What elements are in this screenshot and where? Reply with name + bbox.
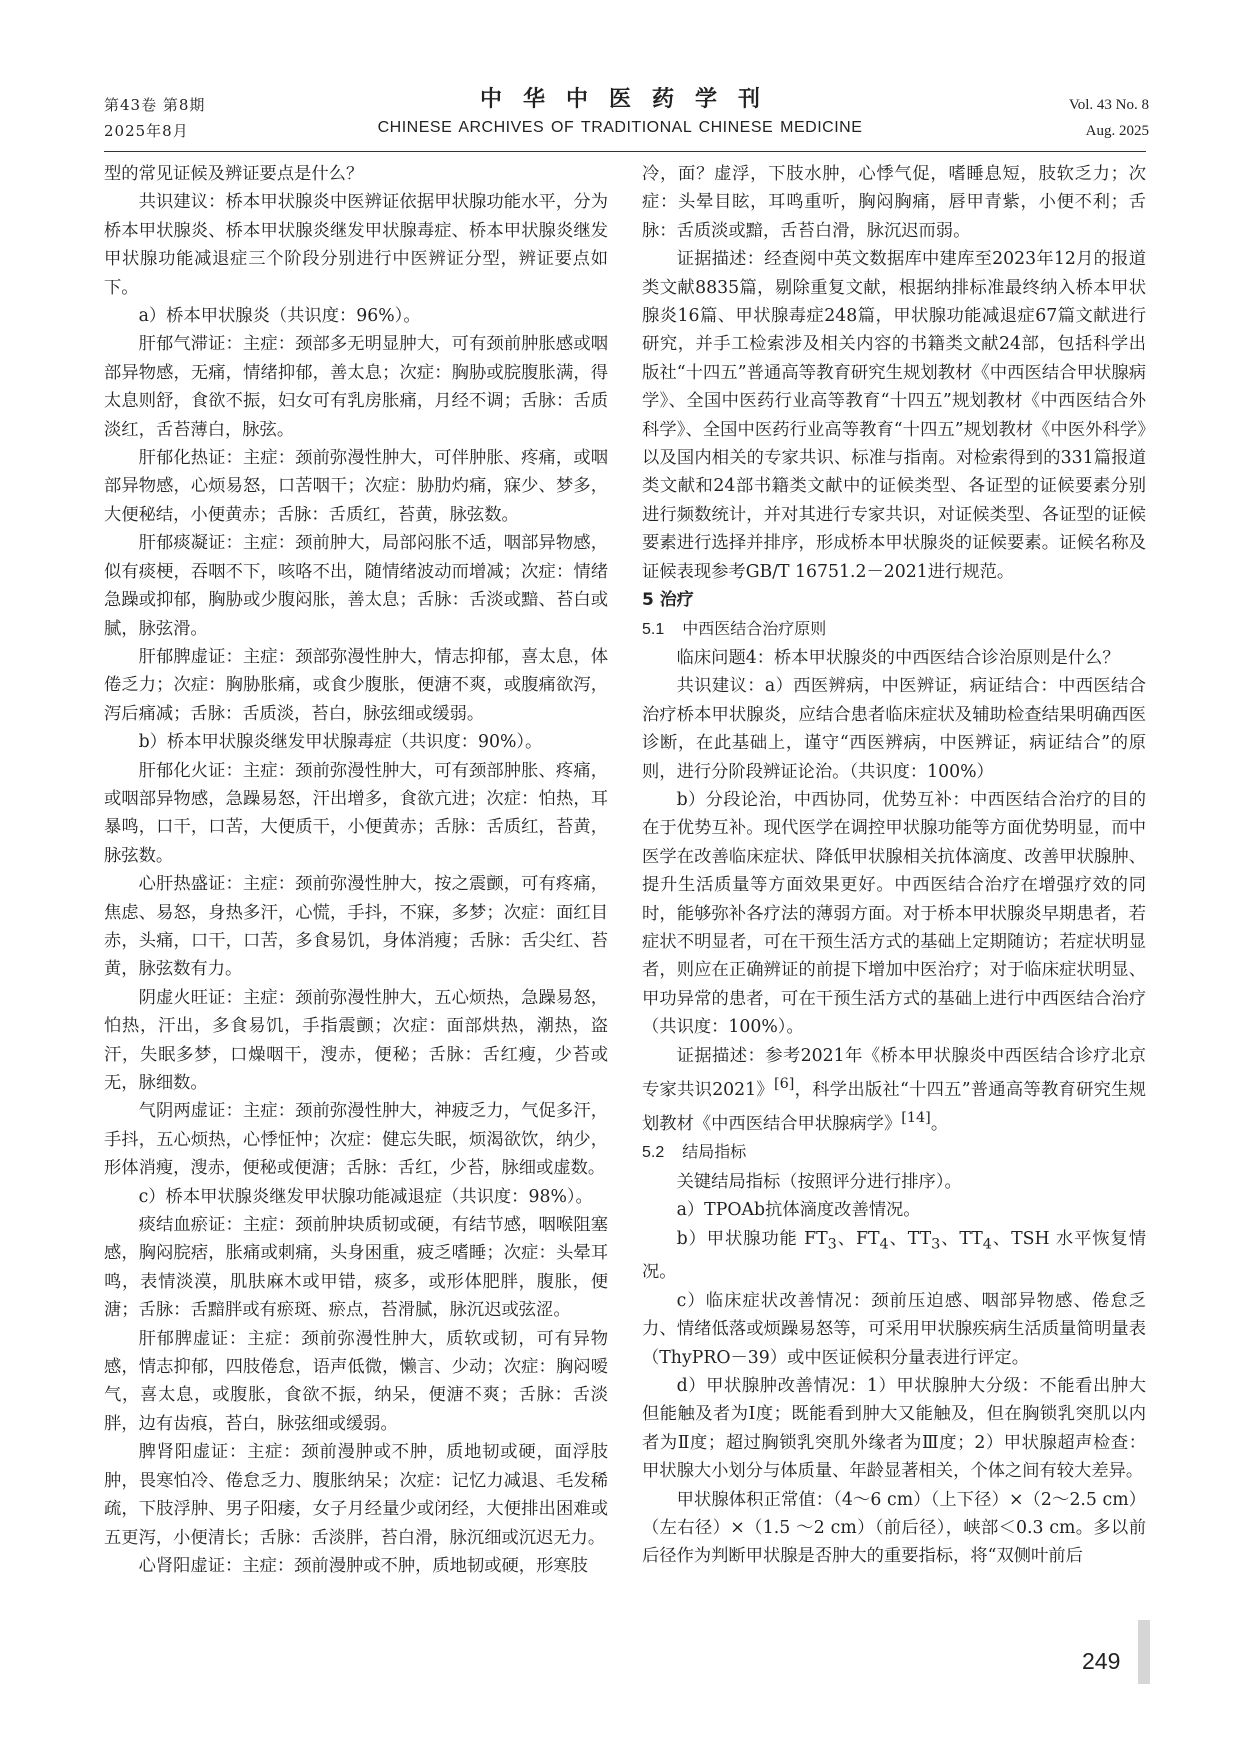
header-left	[104, 92, 205, 144]
paragraph: 心肝热盛证：主症：颈前弥漫性肿大，按之震颤，可有疼痛，焦虑、易怒，身热多汗，心慌，手抖，不寐，多梦；次症：面红目赤，头痛，口干，口苦，多食易饥，身体消瘦；舌脉：舌尖红、苔黄，脉弦数有力。	[104, 874, 608, 980]
subsection-number: 5.1	[642, 620, 665, 638]
paragraph: b）桥本甲状腺炎继发甲状腺毒症（共识度：90%）。	[138, 732, 543, 753]
text-run: 、TT	[940, 1228, 983, 1249]
left-column	[104, 160, 608, 1580]
page-corner-bar	[1138, 1620, 1150, 1684]
paragraph: c）桥本甲状腺炎继发甲状腺功能减退症（共识度：98%）。	[138, 1186, 593, 1207]
subscript: 3	[931, 1236, 941, 1253]
header-rule	[104, 151, 1146, 152]
volume-issue-cn: 第43卷 第8期	[104, 96, 206, 114]
volume-issue-en: Vol. 43 No. 8	[1068, 97, 1149, 113]
paragraph: b）分段论治，中西协同，优势互补：中西医结合治疗的目的在于优势互补。现代医学在调控甲状腺功能等方面优势明显，而中医学在改善临床症状、降低甲状腺相关抗体滴度、改善甲状腺肿、提升生活质量等方面效果更好。中西医结合治疗在增强疗效的同时，能够弥补各疗法的薄弱方面。对于桥本甲状腺炎早期患者，若症状不明显者，可在干预生活方式的基础上定期随访；若症状明显者，则应在正确辨证的前提下增加中医治疗；对于临床症状明显、甲功异常的患者，可在干预生活方式的基础上进行中西医结合治疗（共识度：100%）。	[642, 789, 1146, 1038]
paragraph: 冷，面？虚浮，下肢水肿，心悸气促，嗜睡息短，肢软乏力；次症：头晕目眩，耳鸣重听，胸闷胸痛，唇甲青紫，小便不利；舌脉：舌质淡或黯，舌苔白滑，脉沉迟而弱。	[642, 164, 1146, 241]
right-column	[642, 160, 1146, 1571]
paragraph: 临床问题4：桥本甲状腺炎的中西医结合诊治原则是什么？	[676, 647, 1120, 668]
paragraph: 阴虚火旺证：主症：颈前弥漫性肿大，五心烦热，急躁易怒，怕热，汗出，多食易饥，手指震颤；次症：面部烘热，潮热，盗汗，失眠多梦，口燥咽干，溲赤，便秘；舌脉：舌红瘦，少苔或无，脉细数。	[104, 987, 608, 1093]
paragraph: 型的常见证候及辨证要点是什么？	[104, 164, 364, 184]
subsection-heading	[642, 1138, 1146, 1167]
paragraph: a）桥本甲状腺炎（共识度：96%）。	[138, 306, 421, 327]
text-run: 。	[930, 1113, 949, 1134]
text-run: ，科学出版社“十四五”普通高等教育研究生规划教材《中西医结合甲状腺病学》	[642, 1079, 1146, 1134]
paragraph	[642, 1225, 1146, 1287]
paragraph: 脾肾阳虚证：主症：颈前漫肿或不肿，质地韧或硬，面浮肢肿，畏寒怕冷、倦怠乏力、腹胀纳呆；次症：记忆力减退、毛发稀疏，下肢浮肿、男子阳痿，女子月经量少或闭经，大便排出困难或五更泻，小便清长；舌脉：舌淡胖，苔白滑，脉沉细或沉迟无力。	[104, 1442, 608, 1548]
paragraph	[642, 1042, 1146, 1139]
text-run: 、TSH 水平恢复情况。	[642, 1228, 1146, 1283]
text-run: b）甲状腺功能 FT	[676, 1228, 828, 1249]
paragraph: 心肾阳虚证：主症：颈前漫肿或不肿，质地韧或硬，形寒肢	[138, 1555, 588, 1576]
journal-title-cn: 中华中医药学刊	[479, 86, 781, 112]
subsection-heading	[642, 615, 1146, 644]
paragraph: 肝郁痰凝证：主症：颈前肿大，局部闷胀不适，咽部异物感，似有痰梗，吞咽不下，咳咯不出，随情绪波动而增减；次症：情绪急躁或抑郁，胸胁或少腹闷胀，善太息；舌脉：舌淡或黯、苔白或腻，脉弦滑。	[104, 533, 608, 639]
subscript: 4	[879, 1236, 889, 1253]
paragraph: 共识建议：桥本甲状腺炎中医辨证依据甲状腺功能水平，分为桥本甲状腺炎、桥本甲状腺炎继发甲状腺毒症、桥本甲状腺炎继发甲状腺功能减退症三个阶段分别进行中医辨证分型，辨证要点如下。	[104, 192, 608, 298]
paragraph: 肝郁化火证：主症：颈前弥漫性肿大，可有颈部肿胀、疼痛，或咽部异物感，急躁易怒，汗出增多，食欲亢进；次症：怕热，耳暴鸣，口干，口苦，大便质干，小便黄赤；舌脉：舌质红，苔黄，脉弦数。	[104, 760, 608, 866]
text-run: 、FT	[836, 1228, 880, 1249]
paragraph: c）临床症状改善情况：颈前压迫感、咽部异物感、倦怠乏力、情绪低落或烦躁易怒等，可采用甲状腺疾病生活质量简明量表（ThyPRO－39）或中医证候积分量表进行评定。	[642, 1290, 1146, 1368]
paragraph: 关键结局指标（按照评分进行排序）。	[676, 1171, 962, 1192]
citation: [14]	[901, 1110, 931, 1127]
citation: [6]	[773, 1076, 795, 1092]
paragraph: 痰结血瘀证：主症：颈前肿块质韧或硬，有结节感，咽喉阻塞感，胸闷脘痞，胀痛或刺痛，头身困重，疲乏嗜睡；次症：头晕耳鸣，表情淡漠，肌肤麻木或甲错，痰多，或形体肥胖，腹胀，便溏；舌脉：舌黯胖或有瘀斑、瘀点，苔滑腻，脉沉迟或弦涩。	[104, 1215, 608, 1321]
journal-title	[300, 84, 940, 142]
paragraph: d）甲状腺肿改善情况：1）甲状腺肿大分级：不能看出肿大但能触及者为Ⅰ度；既能看到肿大又能触及，但在胸锁乳突肌以内者为Ⅱ度；超过胸锁乳突肌外缘者为Ⅲ度；2）甲状腺超声检查：甲状腺大小划分与体质量、年龄显著相关，个体之间有较大差异。	[642, 1376, 1146, 1482]
paragraph: a）TPOAb抗体滴度改善情况。	[676, 1200, 921, 1221]
subscript: 3	[827, 1236, 837, 1253]
paragraph: 肝郁脾虚证：主症：颈部弥漫性肿大，情志抑郁，喜太息，体倦乏力；次症：胸胁胀痛，或食少腹胀，便溏不爽，或腹痛欲泻，泻后痛减；舌脉：舌质淡，苔白，脉弦细或缓弱。	[104, 646, 608, 724]
subsection-title: 结局指标	[682, 1142, 747, 1162]
text-run: 、TT	[888, 1228, 932, 1249]
paragraph: 共识建议：a）西医辨病，中医辨证，病证结合：中西医结合治疗桥本甲状腺炎，应结合患者临床症状及辅助检查结果明确西医诊断，在此基础上，谨守“西医辨病，中医辨证，病证结合”的原则，进行分阶段辨证论治。（共识度：100%）	[642, 676, 1146, 782]
paragraph: 肝郁化热证：主症：颈前弥漫性肿大，可伴肿胀、疼痛，或咽部异物感，心烦易怒，口苦咽干；次症：胁肋灼痛，寐少、梦多，大便秘结，小便黄赤；舌脉：舌质红，苔黄，脉弦数。	[104, 448, 608, 525]
paragraph: 肝郁气滞证：主症：颈部多无明显肿大，可有颈前肿胀感或咽部异物感，无痛，情绪抑郁，善太息；次症：胸胁或脘腹胀满，得太息则舒，食欲不振，妇女可有乳房胀痛，月经不调；舌脉：舌质淡红，舌苔薄白，脉弦。	[104, 334, 608, 440]
subscript: 4	[982, 1236, 992, 1253]
journal-title-en: CHINESE ARCHIVES OF TRADITIONAL CHINESE MEDICINE	[377, 119, 863, 136]
page-number: 249	[1082, 1648, 1121, 1674]
subsection-title: 中西医结合治疗原则	[682, 618, 827, 638]
page-header	[0, 0, 1241, 150]
text-run: 证据描述：参考2021年《桥本甲状腺炎中西医结合诊疗北京专家共识2021》	[642, 1045, 1146, 1100]
paragraph: 肝郁脾虚证：主症：颈前弥漫性肿大，质软或韧，可有异物感，情志抑郁，四肢倦怠，语声低微，懒言、少动；次症：胸闷嗳气，喜太息，或腹胀，食欲不振，纳呆，便溏不爽；舌脉：舌淡胖，边有齿痕，苔白，脉弦细或缓弱。	[104, 1328, 608, 1434]
subsection-number: 5.2	[642, 1144, 665, 1162]
paragraph: 气阴两虚证：主症：颈前弥漫性肿大，神疲乏力，气促多汗，手抖，五心烦热，心悸怔忡；次症：健忘失眠，烦渴欲饮，纳少，形体消瘦，溲赤，便秘或便溏；舌脉：舌红，少苔，脉细或虚数。	[104, 1101, 608, 1179]
date-cn: 2025年8月	[104, 122, 189, 140]
date-en: Aug. 2025	[1085, 123, 1149, 139]
paragraph: 甲状腺体积正常值：（4～6 cm）（上下径）×（2～2.5 cm）（左右径）×（1.5 ～2 cm）（前后径），峡部＜0.3 cm。多以前后径作为判断甲状腺是否肿大的重要指标，将“双侧叶前后	[642, 1489, 1146, 1567]
section-heading: 5 治疗	[642, 590, 694, 611]
paragraph: 证据描述：经查阅中英文数据库中建库至2023年12月的报道类文献8835篇，剔除重复文献，根据纳排标准最终纳入桥本甲状腺炎16篇、甲状腺毒症248篇，甲状腺功能减退症67篇文献进行研究，并手工检索涉及相关内容的书籍类文献24部，包括科学出版社“十四五”普通高等教育研究生规划教材《中西医结合甲状腺病学》、全国中医药行业高等教育“十四五”规划教材《中西医结合外科学》、全国中医药行业高等教育“十四五”规划教材《中医外科学》以及国内相关的专家共识、标准与指南。对检索得到的331篇报道类文献和24部书籍类文献中的证候类型、各证型的证候要素分别进行频数统计，并对其进行专家共识，对证候类型、各证型的证候要素进行选择并排序，形成桥本甲状腺炎的证候要素。证候名称及证候表现参考GB/T 16751.2－2021进行规范。	[642, 249, 1146, 582]
header-right	[1069, 92, 1149, 144]
